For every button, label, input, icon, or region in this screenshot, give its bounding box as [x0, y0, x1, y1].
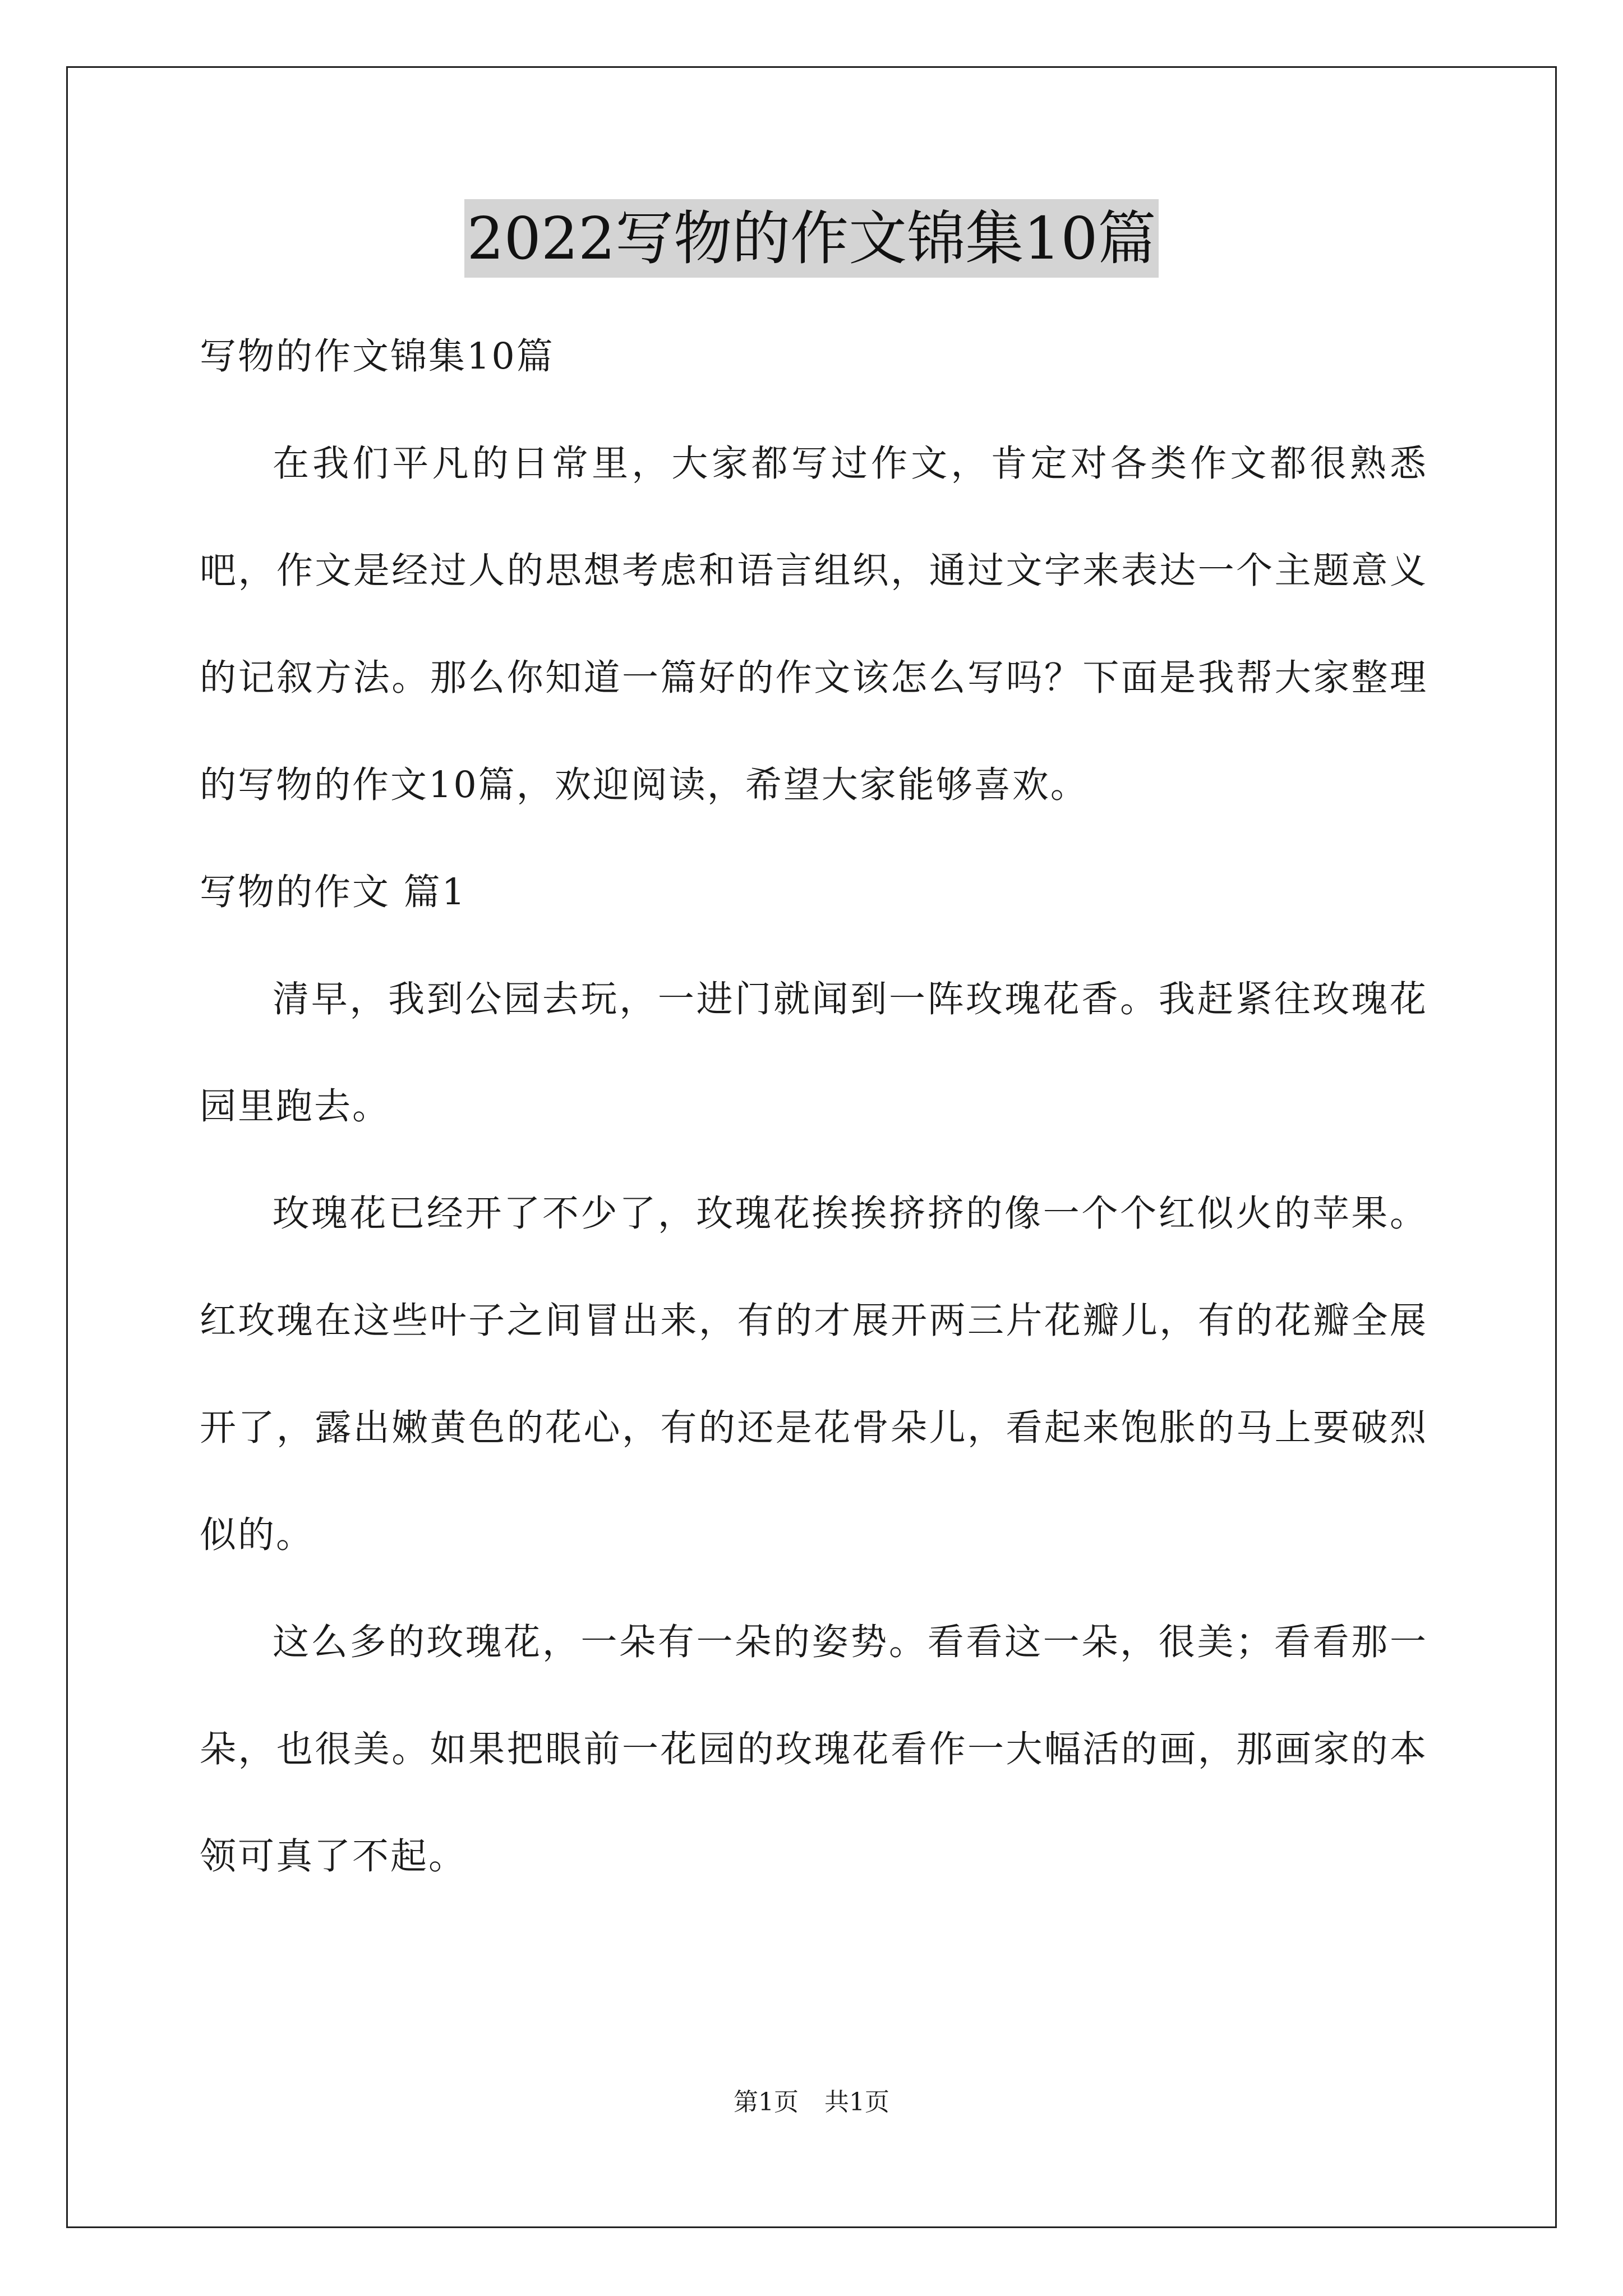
title-container	[0, 199, 1623, 278]
page-total: 共1页	[824, 2088, 889, 2116]
paragraph-2: 玫瑰花已经开了不少了，玫瑰花挨挨挤挤的像一个个红似火的苹果。红玫瑰在这些叶子之间冒出来，有的才展开两三片花瓣儿，有的花瓣全展开了，露出嫩黄色的花心，有的还是花骨朵儿，看起来饱胀的马上要破烈似的。	[200, 1193, 1428, 1556]
intro-paragraph: 在我们平凡的日常里，大家都写过作文，肯定对各类作文都很熟悉吧，作文是经过人的思想考虑和语言组织，通过文字来表达一个主题意义的记叙方法。那么你知道一篇好的作文该怎么写吗？下面是我帮大家整理的写物的作文10篇，欢迎阅读，希望大家能够喜欢。	[200, 443, 1428, 806]
document-subtitle: 写物的作文锦集10篇	[200, 335, 555, 378]
page-footer	[0, 2086, 1623, 2119]
document-title: 2022写物的作文锦集10篇	[464, 199, 1158, 278]
page-number: 第1页	[734, 2088, 799, 2116]
paragraph-3: 这么多的玫瑰花，一朵有一朵的姿势。看看这一朵，很美；看看那一朵，也很美。如果把眼前一花园的玫瑰花看作一大幅活的画，那画家的本领可真了不起。	[200, 1621, 1428, 1878]
document-body	[200, 303, 1428, 1910]
section-heading: 写物的作文 篇1	[200, 871, 467, 913]
paragraph-1: 清早，我到公园去玩，一进门就闻到一阵玫瑰花香。我赶紧往玫瑰花园里跑去。	[200, 978, 1428, 1128]
